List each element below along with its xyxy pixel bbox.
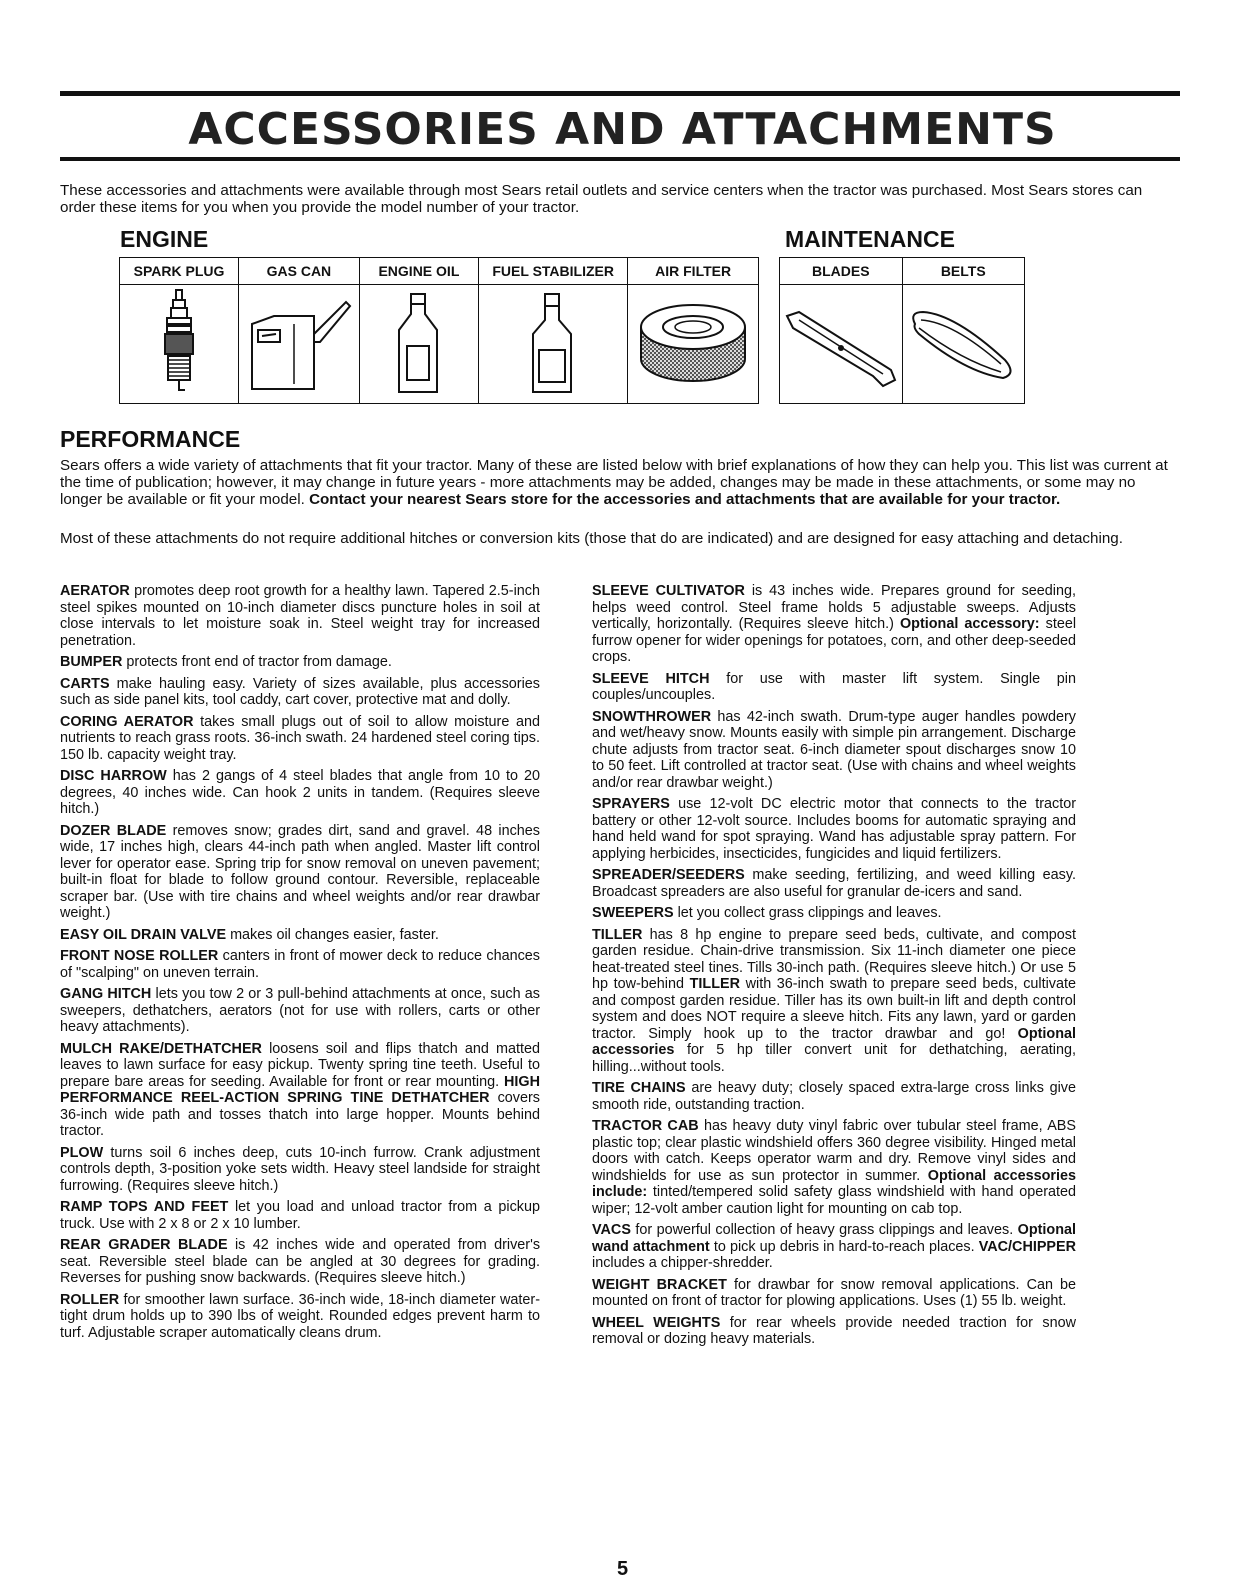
maintenance-heading: MAINTENANCE — [785, 226, 955, 252]
air-filter-cell — [628, 285, 759, 404]
left-column — [60, 583, 540, 1346]
entry-carts: CARTS make hauling easy. Variety of sizes available, plus accessories such as side panel kits, tool caddy, cart cover, protective mat and dolly. — [60, 675, 540, 708]
entry-roller: ROLLER for smoother lawn surface. 36-inch wide, 18-inch diameter water-tight drum holds up to 390 lbs of weight. Rounded edges prevent harm to turf. Adjustable scraper automatically cleans drum. — [60, 1291, 541, 1341]
gas-can-icon — [244, 294, 354, 394]
top-rule — [60, 91, 1180, 96]
entry-dozer-blade: DOZER BLADE removes snow; grades dirt, sand and gravel. 48 inches wide, 17 inches high, clears 44-inch path when angled. Master lift control lever for operator ease. Spring trip for snow removal on uneven pavement; built-in float for blade to follow ground contour. Reversible, replaceable scraper bar. (Use with tire chains and wheel weights and/or rear drawbar weight.) — [60, 822, 540, 921]
spark-plug-icon — [159, 288, 199, 400]
entry-bumper: BUMPER protects front end of tractor from damage. — [60, 654, 392, 670]
entry-sweepers: SWEEPERS let you collect grass clippings and leaves. — [592, 905, 942, 921]
performance-text: Sears offers a wide variety of attachments that fit your tractor. Many of these are listed below with brief explanations of how they can help you. This list was current at the time of publication; however, it may change in future years - more attachments may be added, changes may be made in these attachments, or some may no longer be available or fit your model. — [60, 457, 1168, 508]
blade-icon — [783, 294, 899, 394]
entry-sleeve-cultivator: SLEEVE CULTIVATOR is 43 inches wide. Prepares ground for seeding, helps weed control. Steel frame holds 5 adjustable sweeps. Adjusts vertically, horizontally. (Requires sleeve hitch.) Optional accessory: steel furrow opener for wider openings for potatoes, corn, and other deep-seeded crops. — [592, 583, 1077, 665]
entry-coring-aerator: CORING AERATOR takes small plugs out of soil to allow moisture and nutrients to reach grass roots. 36-inch swath. 24 hardened steel coring tips. 150 lb. capacity weight tray. — [60, 713, 541, 763]
entry-wheel-weights: WHEEL WEIGHTS for rear wheels provide needed traction for snow removal or dozing heavy materials. — [592, 1314, 1077, 1347]
stabilizer-bottle-icon — [523, 292, 583, 396]
belt-icon — [905, 294, 1021, 394]
entry-vacs: VACS for powerful collection of heavy grass clippings and leaves. Optional wand attachment to pick up debris in hard-to-reach places. VAC/CHIPPER includes a chipper-shredder. — [592, 1222, 1077, 1271]
entry-gang-hitch: GANG HITCH lets you tow 2 or 3 pull-behind attachments at once, such as sweepers, dethatchers, aerators (not for use with rollers, carts or other heavy attachments). — [60, 986, 541, 1035]
engine-oil-label: ENGINE OIL — [359, 258, 478, 285]
belts-label: BELTS — [902, 258, 1025, 285]
belts-cell — [902, 285, 1025, 404]
entry-spreader-seeders: SPREADER/SEEDERS make seeding, fertilizing, and weed killing easy. Broadcast spreaders are also useful for granular de-icers and sand. — [592, 867, 1076, 900]
entry-ramp-tops-and-feet: RAMP TOPS AND FEET let you load and unload tractor from a pickup truck. Use with 2 x 8 or 2 x 10 lumber. — [60, 1199, 541, 1232]
blades-cell — [780, 285, 903, 404]
title-rule — [60, 157, 1180, 161]
performance-contact-text: Contact your nearest Sears store for the accessories and attachments that are available for your tractor. — [309, 491, 1061, 508]
engine-heading: ENGINE — [120, 226, 209, 252]
entry-front-nose-roller: FRONT NOSE ROLLER canters in front of mower deck to reduce chances of "scalping" on uneven terrain. — [60, 948, 540, 981]
performance-paragraph-2: Most of these attachments do not require additional hitches or conversion kits (those that do are indicated) and are designed for easy attaching and detaching. — [60, 530, 1123, 547]
engine-parts-table — [119, 257, 759, 404]
entry-rear-grader-blade: REAR GRADER BLADE is 42 inches wide and operated from driver's seat. Reversible steel blade can be angled at 30 degrees for grading. Reverses for pushing snow backwards. (Requires sleeve hitch.) — [60, 1237, 541, 1286]
entry-mulch-rake-dethatcher: MULCH RAKE/DETHATCHER loosens soil and flips thatch and matted leaves to lawn surface for easy pickup. Twenty spring tine teeth. Useful to prepare bare areas for seeding. Available for front or rear mounting. HIGH PERFORMANCE REEL-ACTION SPRING TINE DETHATCHER covers 36-inch wide path and tosses thatch into large hopper. Mounts behind tractor. — [60, 1040, 541, 1139]
entry-tiller: TILLER has 8 hp engine to prepare seed beds, cultivate, and compost garden residue. Chain-drive transmission. Six 11-inch diameter one piece heat-treated steel tines. Tills 30-inch path. (Requires sleeve hitch.) Or use 5 hp tow-behind TILLER with 36-inch swath to prepare seed beds, cultivate and compost garden residue. Tiller has its own built-in lift and depth control system and does NOT require a sleeve hitch. Fits any lawn, yard or garden tractor. Simply hook up to the tractor drawbar and go! Optional accessories for 5 hp tiller convert unit for dethatching, aerating, hilling...without tools. — [592, 926, 1077, 1075]
gas-can-label: GAS CAN — [239, 258, 360, 285]
entry-tractor-cab: TRACTOR CAB has heavy duty vinyl fabric over tubular steel frame, ABS plastic top; clear plastic windshield offers 360 degree visibility. Hinged metal doors with catch. Keeps operator warm and dry. Remove vinyl sides and windshields for use as sun protector in summer. Optional accessories include: tinted/tempered solid safety glass windshield with hand operated wiper; 12-volt amber caution light for mounting on cab top. — [592, 1118, 1077, 1217]
intro-paragraph: These accessories and attachments were available through most Sears retail outlets and service centers when the tractor was purchased. Most Sears stores can order these items for you when you provide the model number of your tractor. — [60, 182, 1143, 216]
page-number: 5 — [616, 1558, 629, 1580]
page-title: ACCESSORIES AND ATTACHMENTS — [188, 104, 1057, 155]
entry-sleeve-hitch: SLEEVE HITCH for use with master lift system. Single pin couples/uncouples. — [592, 670, 1077, 703]
air-filter-label: AIR FILTER — [628, 258, 759, 285]
entry-snowthrower: SNOWTHROWER has 42-inch swath. Drum-type auger handles powdery and wet/heavy snow. Mounts easily with simple pin arrangement. Discharge chute adjusts from tractor seat. 6-inch diameter spout discharges snow 10 to 50 feet. Lift controlled at tractor seat. (Use with chains and wheel weights and/or rear drawbar weight.) — [592, 708, 1077, 791]
fuel-stabilizer-label: FUEL STABILIZER — [479, 258, 628, 285]
entry-disc-harrow: DISC HARROW has 2 gangs of 4 steel blades that angle from 10 to 20 degrees, 40 inches wide. Can hook 2 units in tandem. (Requires sleeve hitch.) — [60, 768, 541, 817]
entry-sprayers: SPRAYERS use 12-volt DC electric motor that connects to the tractor battery or other 12-volt source. Includes booms for automatic spraying and hand held wand for spot spraying. Wand has adjustable spray pattern. For applying herbicides, insecticides, fungicides and liquid fertilizers. — [592, 796, 1077, 862]
engine-oil-cell — [359, 285, 478, 404]
entry-tire-chains: TIRE CHAINS are heavy duty; closely spaced extra-large cross links give smooth ride, outstanding traction. — [592, 1080, 1076, 1113]
spark-plug-label: SPARK PLUG — [120, 258, 239, 285]
maintenance-parts-table — [779, 257, 1025, 404]
right-column — [592, 583, 1076, 1353]
entry-easy-oil-drain-valve: EASY OIL DRAIN VALVE makes oil changes easier, faster. — [60, 926, 439, 943]
entry-weight-bracket: WEIGHT BRACKET for drawbar for snow removal applications. Can be mounted on front of tractor for plowing applications. Uses (1) 55 lb. weight. — [592, 1276, 1077, 1309]
performance-heading: PERFORMANCE — [60, 426, 241, 452]
air-filter-icon — [633, 299, 753, 389]
entry-aerator: AERATOR promotes deep root growth for a healthy lawn. Tapered 2.5-inch steel spikes mounted on 10-inch diameter discs puncture holes in soil at close intervals to let moisture soak in. Steel weight tray for increased penetration. — [60, 583, 540, 649]
entry-plow: PLOW turns soil 6 inches deep, cuts 10-inch furrow. Crank adjustment controls depth, 3-position yoke sets width. Heavy steel landside for straight furrowing. (Requires sleeve hitch.) — [60, 1144, 540, 1194]
fuel-stabilizer-cell — [479, 285, 628, 404]
performance-paragraph-1 — [60, 457, 1180, 508]
gas-can-cell — [239, 285, 360, 404]
oil-bottle-icon — [389, 292, 449, 396]
blades-label: BLADES — [780, 258, 903, 285]
spark-plug-cell — [120, 285, 239, 404]
